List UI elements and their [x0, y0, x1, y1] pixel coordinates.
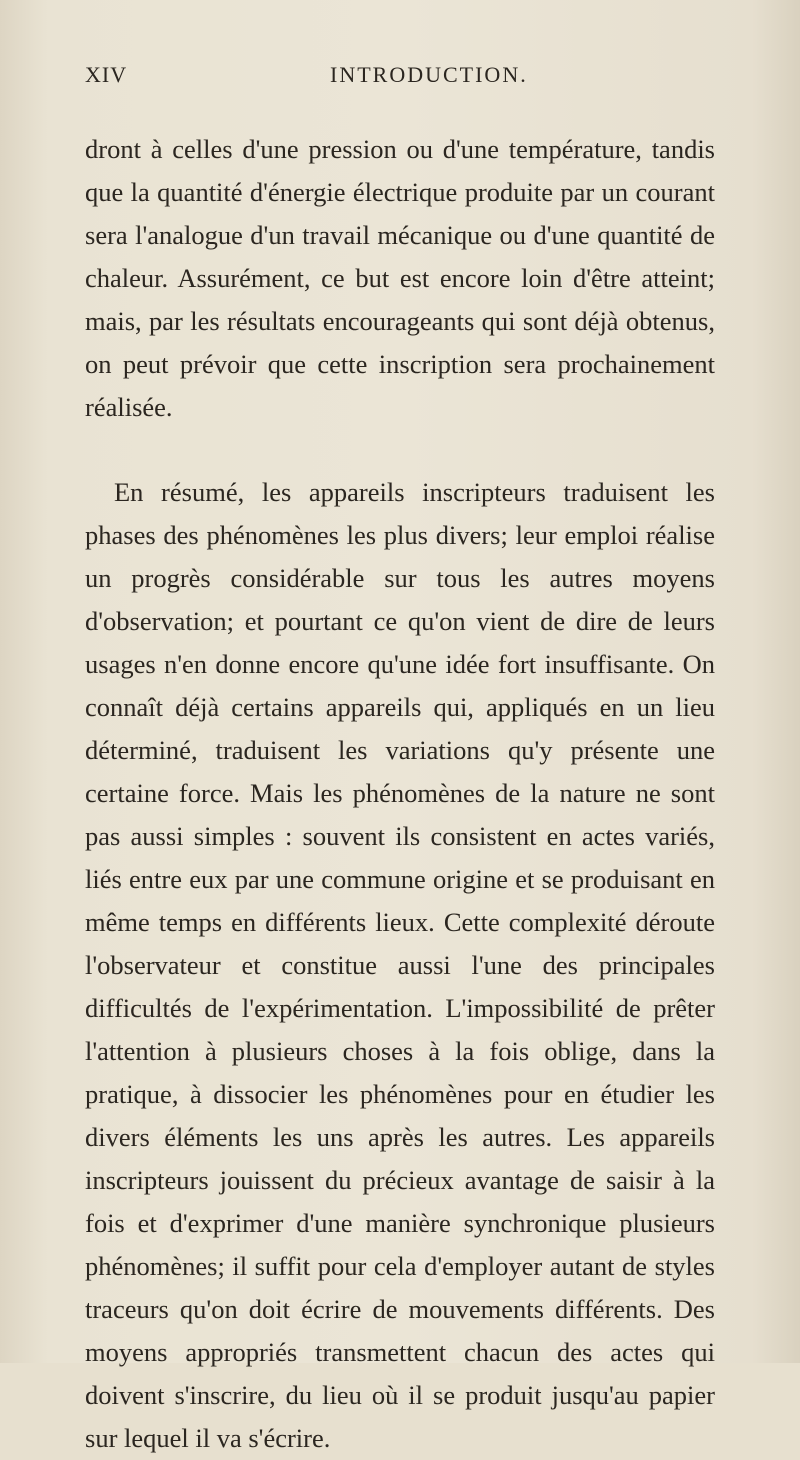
- paragraph-summary: En résumé, les appareils inscripteurs traduisent les phases des phénomènes les plus divers; leur emploi réalise un progrès considérable sur tous les autres moyens d'observation; et pourtant ce qu'on vient de dire de leurs usages n'en donne encore qu'une idée fort insuffisante. On connaît déjà certains appareils qui, appliqués en un lieu déterminé, traduisent les variations qu'y présente une certaine force. Mais les phénomènes de la nature ne sont pas aussi simples : souvent ils consistent en actes variés, liés entre eux par une commune origine et se produisant en même temps en différents lieux. Cette complexité déroute l'observateur et constitue aussi l'une des principales difficultés de l'expérimentation. L'impossibilité de prêter l'attention à plusieurs choses à la fois oblige, dans la pratique, à dissocier les phénomènes pour en étudier les divers éléments les uns après les autres. Les appareils inscripteurs jouissent du précieux avantage de saisir à la fois et d'exprimer d'une manière synchronique plusieurs phénomènes; il suffit pour cela d'employer autant de styles traceurs qu'on doit écrire de mouvements différents. Des moyens appropriés transmettent chacun des actes qui doivent s'inscrire, du lieu où il se produit jusqu'au papier sur lequel il va s'écrire.: [85, 477, 715, 1453]
- paragraph-continuation: dront à celles d'une pression ou d'une température, tandis que la quantité d'énergie électrique produite par un courant sera l'analogue d'un travail mécanique ou d'une quantité de chaleur. Assurément, ce but est encore loin d'être atteint; mais, par les résultats encourageants qui sont déjà obtenus, on peut prévoir que cette inscription sera prochainement réalisée.: [85, 134, 715, 422]
- chapter-title: INTRODUCTION.: [330, 62, 528, 87]
- running-head: [85, 62, 715, 102]
- page-number: XIV: [85, 62, 128, 87]
- body-text: [85, 128, 715, 1460]
